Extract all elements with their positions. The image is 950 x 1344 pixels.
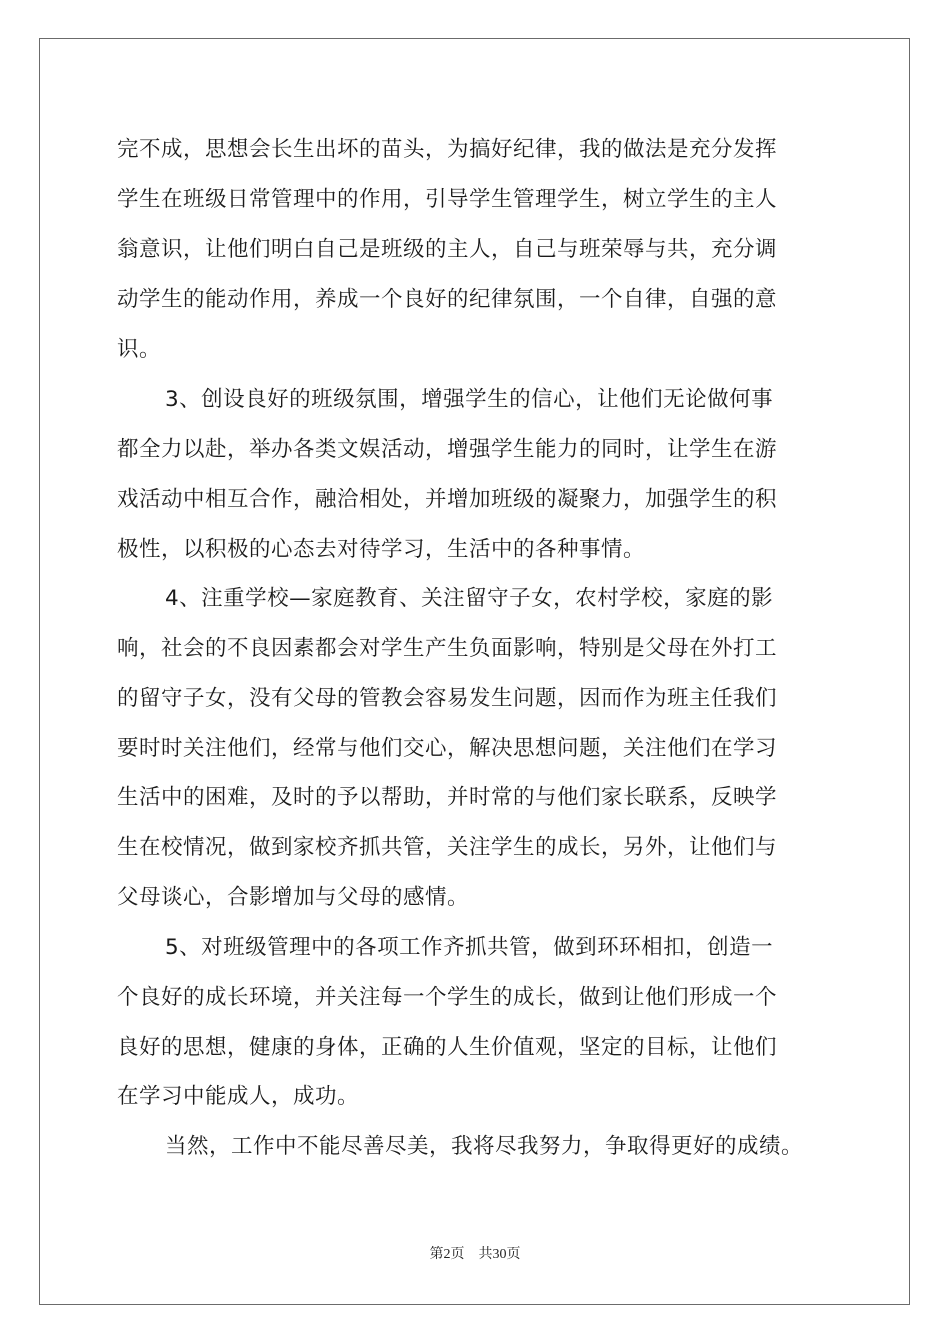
- text-line-8: 戏活动中相互合作，融洽相处，并增加班级的凝聚力，加强学生的积: [117, 487, 778, 512]
- text-line-19: 良好的思想，健康的身体，正确的人生价值观，坚定的目标，让他们: [117, 1035, 778, 1060]
- text-line-21: 当然，工作中不能尽善尽美，我将尽我努力，争取得更好的成绩。: [165, 1134, 804, 1159]
- text-line-4: 动学生的能动作用，养成一个良好的纪律氛围，一个自律，自强的意: [117, 287, 778, 312]
- text-line-11: 响，社会的不良因素都会对学生产生负面影响，特别是父母在外打工: [117, 636, 778, 661]
- text-line-3: 翁意识，让他们明白自己是班级的主人，自己与班荣辱与共，充分调: [117, 237, 778, 262]
- text-line-5: 识。: [117, 337, 162, 362]
- text-line-17: 5、对班级管理中的各项工作齐抓共管，做到环环相扣，创造一: [165, 935, 774, 960]
- text-line-7: 都全力以赴，举办各类文娱活动，增强学生能力的同时，让学生在游: [117, 437, 778, 462]
- text-line-16: 父母谈心，合影增加与父母的感情。: [117, 885, 470, 910]
- text-line-6: 3、创设良好的班级氛围，增强学生的信心，让他们无论做何事: [165, 387, 774, 412]
- text-line-10: 4、注重学校—家庭教育、关注留守子女，农村学校，家庭的影: [165, 586, 774, 611]
- text-line-18: 个良好的成长环境，并关注每一个学生的成长，做到让他们形成一个: [117, 985, 778, 1010]
- page-border: [39, 38, 910, 1305]
- text-line-9: 极性，以积极的心态去对待学习，生活中的各种事情。: [117, 537, 646, 562]
- text-line-12: 的留守子女，没有父母的管教会容易发生问题，因而作为班主任我们: [117, 686, 778, 711]
- text-line-1: 完不成，思想会长生出坏的苗头，为搞好纪律，我的做法是充分发挥: [117, 137, 778, 162]
- text-line-14: 生活中的困难，及时的予以帮助，并时常的与他们家长联系，反映学: [117, 785, 778, 810]
- text-line-20: 在学习中能成人，成功。: [117, 1084, 360, 1109]
- page-number-footer: 第2页 共30页: [429, 1247, 521, 1262]
- text-line-15: 生在校情况，做到家校齐抓共管，关注学生的成长，另外，让他们与: [117, 835, 778, 860]
- text-line-2: 学生在班级日常管理中的作用，引导学生管理学生，树立学生的主人: [117, 187, 778, 212]
- text-line-13: 要时时关注他们，经常与他们交心，解决思想问题，关注他们在学习: [117, 736, 778, 761]
